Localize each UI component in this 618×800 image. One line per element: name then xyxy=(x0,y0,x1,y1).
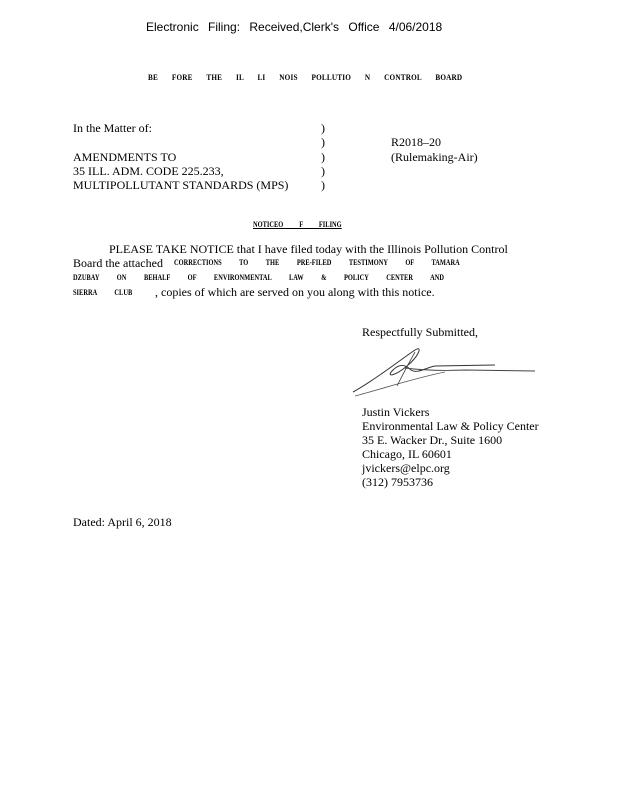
body-line-4-end: , copies of which are served on you along with this notice. xyxy=(155,285,435,299)
body-line-1: PLEASE TAKE NOTICE that I have filed today with the Illinois Pollution Control xyxy=(109,242,508,256)
signer-email: jvickers@elpc.org xyxy=(362,461,450,475)
caption-paren: ) xyxy=(321,150,325,164)
caption-paren: ) xyxy=(321,121,325,135)
signer-address-1: 35 E. Wacker Dr., Suite 1600 xyxy=(362,433,503,447)
signer-address-2: Chicago, IL 60601 xyxy=(362,447,452,461)
caption-paren: ) xyxy=(321,178,325,192)
in-the-matter-label: In the Matter of: xyxy=(73,121,152,135)
notice-title: NOTICEO F FILING xyxy=(253,220,342,229)
body-line-4-caps: SIERRA CLUB xyxy=(73,288,133,297)
respectfully-submitted: Respectfully Submitted, xyxy=(362,325,478,339)
signer-organization: Environmental Law & Policy Center xyxy=(362,419,539,433)
dated-line: Dated: April 6, 2018 xyxy=(73,515,172,529)
body-line-2-start: Board the attached xyxy=(73,256,163,270)
caption-paren: ) xyxy=(321,164,325,178)
caption-line-1: AMENDMENTS TO xyxy=(73,150,177,164)
signer-phone: (312) 7953736 xyxy=(362,475,433,489)
docket-number: R2018–20 xyxy=(391,135,442,149)
filing-stamp: Electronic Filing: Received,Clerk's Office 4/06/2018 xyxy=(146,20,443,34)
caption-line-3: MULTIPOLLUTANT STANDARDS (MPS) xyxy=(73,178,289,192)
docket-type: (Rulemaking-Air) xyxy=(391,150,478,164)
body-line-3-caps: DZUBAY ON BEHALF OF ENVIRONMENTAL LAW & POLICY CENTER AND xyxy=(73,273,445,282)
signature-image xyxy=(345,340,540,400)
signer-name: Justin Vickers xyxy=(362,405,430,419)
board-title: BE FORE THE IL LI NOIS POLLUTIO N CONTROL BOARD xyxy=(148,72,463,82)
body-line-2-caps: CORRECTIONS TO THE PRE-FILED TESTIMONY OF TAMARA xyxy=(174,258,460,267)
caption-line-2: 35 ILL. ADM. CODE 225.233, xyxy=(73,164,224,178)
caption-paren: ) xyxy=(321,135,325,149)
